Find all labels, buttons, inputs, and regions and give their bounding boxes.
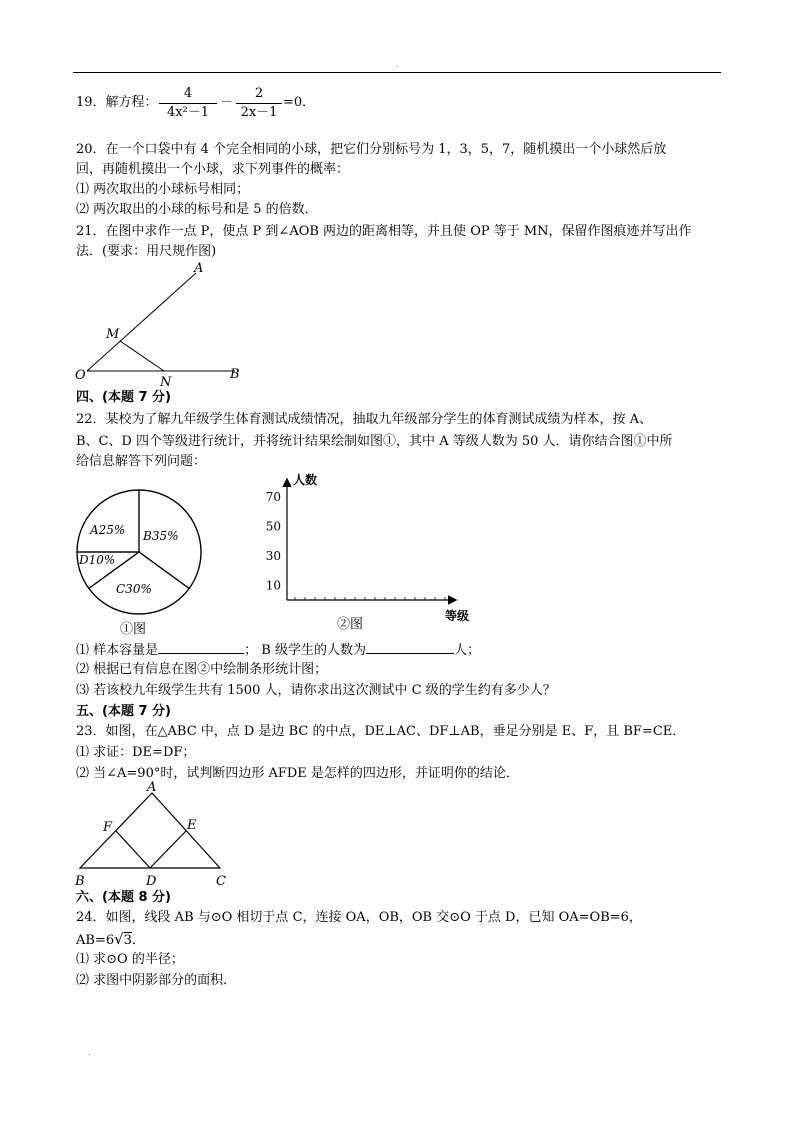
q24-item-2: ⑵ 求图中阴影部分的面积． [76,973,237,988]
pie-label-d: D10% [79,553,116,567]
q24-ab-value: AB=6 [76,933,115,948]
q20-line-2: 回，再随机摸出一个小球，求下列事件的概率： [76,162,350,177]
sample-size-blank[interactable] [158,639,244,654]
q19-frac2-numerator: 2 [254,86,264,101]
label-B: B [75,874,85,889]
label-B: B [230,367,240,382]
q23-line-1: 23．如图，在△ABC 中，点 D 是边 BC 的中点，DE⊥AC、DF⊥AB，垂足分别是 E、F，且 BF=CE． [76,724,686,739]
q22-item-1-b: ； B 级学生的人数为 [244,643,366,658]
q22-item-1 [76,639,480,661]
q22-line-3: 给信息解答下列问题： [76,454,207,469]
q19-prefix: 19．解方程： [76,95,158,110]
q19-frac1-numerator: 4 [183,86,193,101]
y-tick-label: 70 [265,489,281,504]
q22-item-1-a: ⑴ 样本容量是 [76,643,159,658]
sqrt-symbol: √ [114,930,124,948]
x-axis-label: 等级 [445,609,470,623]
q21-line-1: 21．在图中求作一点 P，使点 P 到∠AOB 两边的距离相等，并且使 OP 等于 MN，保留作图痕迹并写出作 [76,224,692,239]
q19-fraction-1 [159,86,217,121]
header-rule [73,72,721,73]
y-tick-label: 10 [265,578,281,593]
label-A: A [147,780,157,795]
q23-item-2: ⑵ 当∠A=90°时，试判断四边形 AFDE 是怎样的四边形，并证明你的结论． [76,766,519,781]
section-4-title: 四、(本题 7 分) [76,390,171,405]
label-D: D [146,874,157,889]
q21-angle-figure [70,258,250,388]
y-tick-label: 30 [265,548,281,563]
label-E: E [187,818,197,833]
q19-frac2-denominator: 2x－1 [240,105,278,120]
sqrt-radicand: 3 [123,933,132,948]
bar-caption: ②图 [337,617,364,630]
y-axis-ticks [266,490,445,600]
q23-item-1: ⑴ 求证：DE=DF； [76,745,196,760]
section-5-title: 五、(本题 7 分) [76,704,171,719]
q24-item-1: ⑴ 求⊙O 的半径； [76,952,184,967]
q20-line-1: 20．在一个口袋中有 4 个完全相同的小球，把它们分别标号为 1，3，5，7，随机摸出一个小球然后放 [76,142,667,157]
b-level-count-blank[interactable] [366,639,454,654]
pie-label-b: B35% [143,529,179,543]
label-A: A [194,261,204,276]
pie-label-a: A25% [90,523,126,537]
q20-item-1: ⑴ 两次取出的小球标号相同； [76,182,250,197]
ray-OA [87,273,196,371]
pie-label-c: C30% [116,582,152,596]
y-axis-label: 人数 [293,473,318,487]
label-C: C [216,874,226,889]
label-M: M [106,327,120,342]
q19-minus: － [220,95,234,110]
q21-line-2: 法．(要求：用尺规作图) [76,244,217,259]
section-6-title: 六、(本题 8 分) [76,890,171,905]
pie-slice-a [77,490,139,552]
q20-item-2: ⑵ 两次取出的小球的标号和是 5 的倍数． [76,202,318,217]
q19-fraction-2 [236,86,282,121]
bar-chart [255,470,485,630]
q19-frac1-denominator: 4x²－1 [166,105,210,120]
label-N: N [160,375,172,388]
q22-item-2: ⑵ 根据已有信息在图②中绘制条形统计图； [76,662,328,677]
q19-suffix: =0． [283,95,316,110]
q23-triangle-figure [70,778,240,890]
y-tick-label: 50 [265,519,281,534]
q22-item-1-c: 人； [453,643,480,658]
label-O: O [75,368,86,383]
q22-item-3: ⑶ 若该校九年级学生共有 1500 人，请你求出这次测试中 C 级的学生约有多少人？ [76,683,556,698]
pie-chart [70,482,210,642]
q24-line-2-end: ． [131,933,145,948]
q24-line-2 [76,929,145,951]
q22-line-1: 22．某校为了解九年级学生体育测试成绩情况，抽取九年级部分学生的体育测试成绩为样本，按 A、 [76,412,653,427]
label-F: F [103,820,113,835]
header-dot: . [396,60,399,69]
triangle-ABC [80,793,220,868]
q24-line-1: 24．如图，线段 AB 与⊙O 相切于点 C，连接 OA，OB，OB 交⊙O 于点 D，已知 OA=OB=6， [76,910,642,925]
q22-line-2: B、C、D 四个等级进行统计，并将统计结果绘制如图①，其中 A 等级人数为 50 人．请你结合图①中所 [76,434,673,449]
segment-DF [116,831,150,868]
pie-caption: ①图 [120,622,147,637]
segment-MN [120,341,164,371]
segment-DE [150,831,186,868]
footer-dot: . [88,1048,91,1057]
